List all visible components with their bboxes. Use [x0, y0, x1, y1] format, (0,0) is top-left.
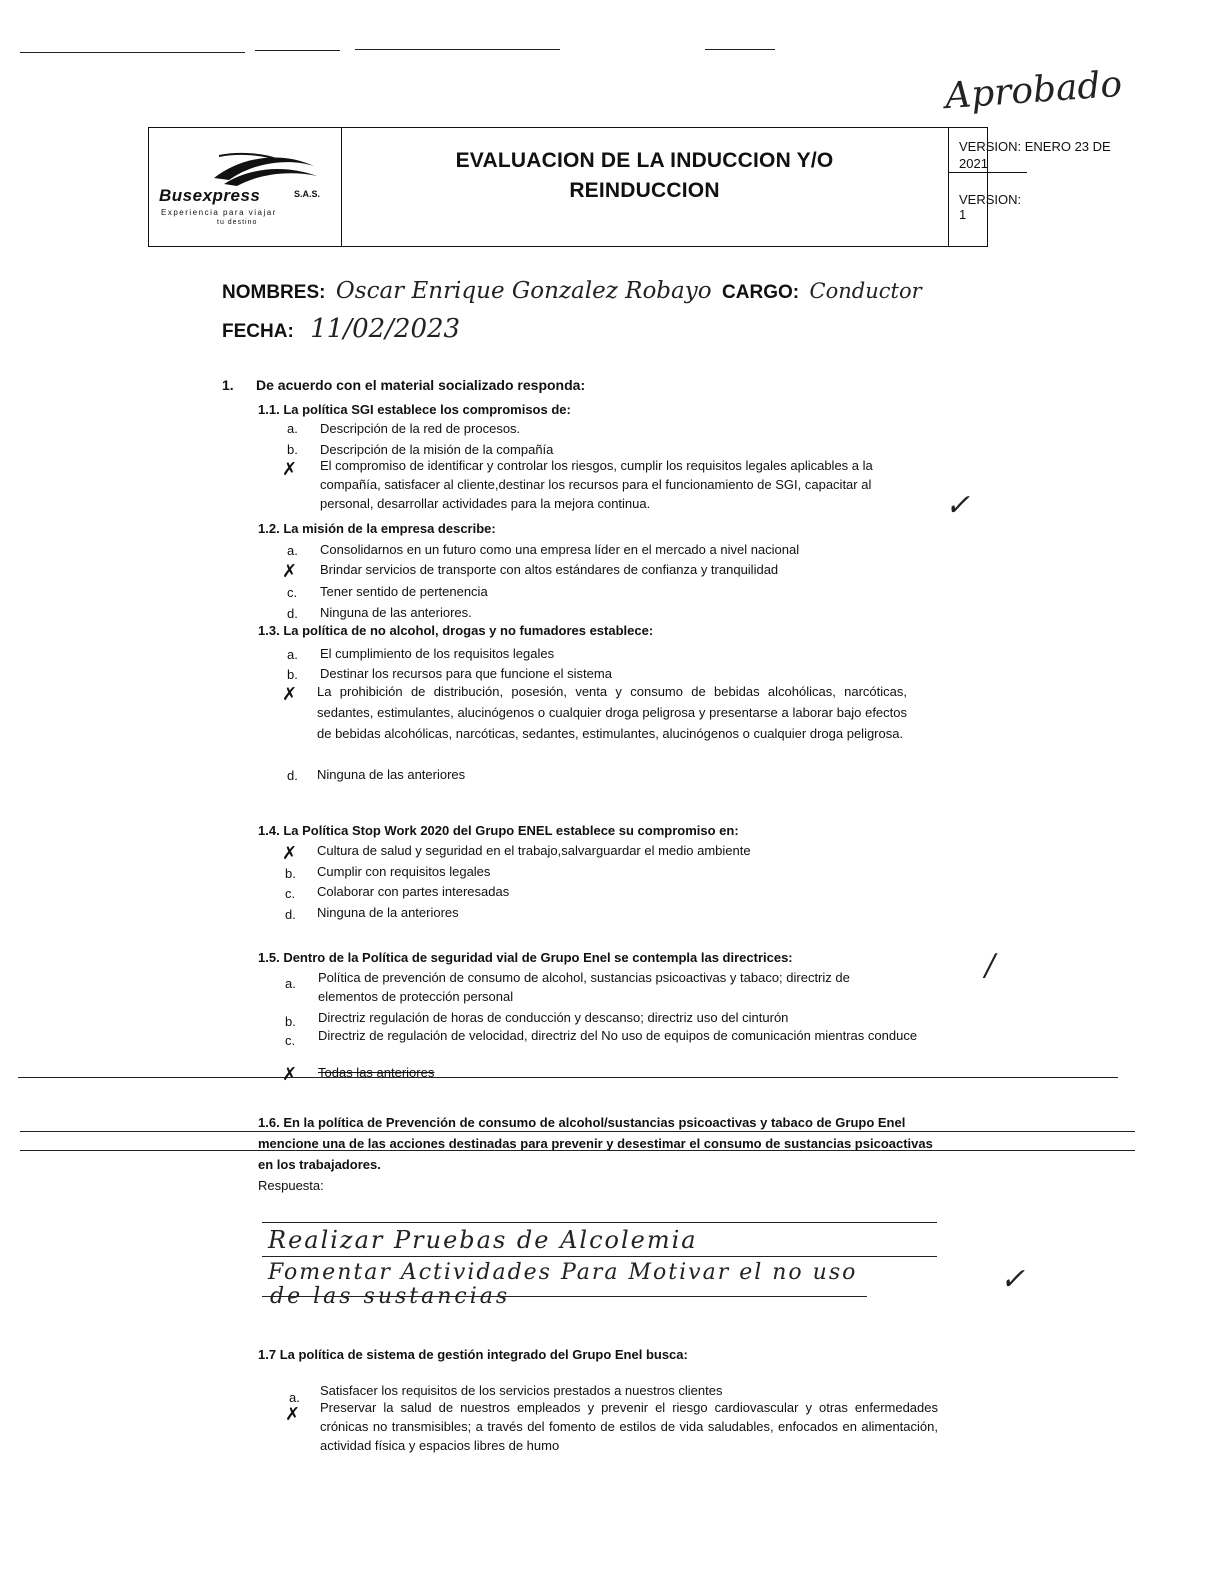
option-text: La prohibición de distribución, posesión, venta y consumo de bebidas alcohólicas, narcóticas, sedantes, estimulantes, alucinógenos o cualquier droga peligrosa y presentarse a laborar bajo efectos de bebidas alcohólicas, narcóticas, sedantes, estimulantes, alucinógenos o cualquier droga peligrosa.: [317, 684, 907, 741]
scan-artifact-line: [355, 49, 560, 50]
option-letter: c.: [285, 886, 296, 901]
handwritten-answer-line: Fomentar Actividades Para Motivar el no uso: [268, 1260, 858, 1285]
option-text: Preservar la salud de nuestros empleados y prevenir el riesgo cardiovascular y otras enfermedades crónicas no transmisibles; a través del fomento de estilos de vida saludables, enfocados en alimentación, actividad física y espacios libres de humo: [320, 1400, 938, 1453]
selected-answer-mark: ✗: [285, 1404, 301, 1425]
title-cell: [341, 128, 949, 246]
section-number: 1.: [222, 377, 234, 393]
selected-answer-mark: ✗: [282, 561, 298, 582]
correct-check-mark: ✓: [1000, 1262, 1026, 1297]
approval-stamp: Aprobado: [943, 63, 1124, 118]
version-divider: [949, 172, 1027, 173]
option-letter: b.: [285, 1014, 296, 1029]
scan-artifact-line: [20, 52, 245, 53]
option-text: Colaborar con partes interesadas: [317, 884, 510, 899]
scan-artifact-line: [255, 50, 340, 51]
option-letter: a.: [285, 976, 296, 991]
answer-line: [262, 1296, 867, 1297]
document-title: EVALUACION DE LA INDUCCION Y/O REINDUCCION: [455, 149, 834, 202]
scan-artifact-line: [18, 1077, 1118, 1078]
question-1-2: 1.2. La misión de la empresa describe:: [258, 521, 496, 536]
option-letter: b.: [287, 667, 298, 682]
option-text: Destinar los recursos para que funcione el sistema: [320, 666, 612, 681]
option-text: Descripción de la red de procesos.: [320, 421, 521, 436]
selected-answer-mark: ✗: [282, 843, 298, 864]
option-letter: c.: [285, 1033, 296, 1048]
question-1-3: 1.3. La política de no alcohol, drogas y no fumadores establece:: [258, 623, 654, 638]
logo-cell: [149, 128, 342, 246]
option-text: Ninguna de la anteriores: [317, 905, 459, 920]
option-text: Consolidarnos en un futuro como una empresa líder en el mercado a nivel nacional: [320, 542, 800, 557]
option-letter: a.: [287, 421, 298, 436]
question-1-5: 1.5. Dentro de la Política de seguridad vial de Grupo Enel se contempla las directrices:: [258, 950, 793, 965]
correct-check-mark: /: [985, 948, 996, 983]
option-text: Cultura de salud y seguridad en el trabajo,salvarguardar el medio ambiente: [317, 843, 751, 858]
question-1-6: 1.6. En la política de Prevención de consumo de alcohol/sustancias psicoactivas y tabaco de Grupo Enel mencione una de las acciones destinadas para prevenir y desestimar el consumo de sustancias psicoactivas en los trabajadores.: [258, 1115, 933, 1172]
answer-label: Respuesta:: [258, 1178, 324, 1193]
option-text: Tener sentido de pertenencia: [320, 584, 488, 599]
handwritten-answer-line: Realizar Pruebas de Alcolemia: [268, 1226, 698, 1254]
option-letter: c.: [287, 585, 298, 600]
selected-answer-mark: ✗: [282, 1064, 298, 1085]
selected-answer-mark: ✗: [282, 684, 298, 705]
option-text: Cumplir con requisitos legales: [317, 864, 491, 879]
scan-artifact-line: [20, 1131, 1135, 1132]
nombres-value: Oscar Enrique Gonzalez Robayo: [335, 278, 712, 304]
option-text: Directriz regulación de horas de conducción y descanso; directriz uso del cinturón: [318, 1010, 789, 1025]
fecha-label: FECHA:: [222, 321, 294, 342]
option-text: El compromiso de identificar y controlar los riesgos, cumplir los requisitos legales aplicables a la compañía, satisfacer al cliente,destinar los recursos para el funcionamiento de SGI, capacitar al personal, desarrollar actividades para la mejora continua.: [320, 458, 873, 511]
option-letter: b.: [287, 442, 298, 457]
cargo-value: Conductor: [809, 279, 922, 303]
option-text: Política de prevención de consumo de alcohol, sustancias psicoactivas y tabaco; directriz de elementos de protección personal: [318, 970, 850, 1004]
logo-tagline: Experiencia para viajar: [161, 208, 277, 217]
option-letter: a.: [287, 543, 298, 558]
company-logo-icon: [209, 148, 319, 188]
option-letter: a.: [287, 647, 298, 662]
option-text: Brindar servicios de transporte con altos estándares de confianza y tranquilidad: [320, 562, 779, 577]
option-letter: a.: [289, 1390, 300, 1405]
version-cell: [949, 128, 1111, 246]
logo-company-name: Busexpress: [159, 186, 261, 205]
option-text: Ninguna de las anteriores.: [320, 605, 472, 620]
logo-tagline-2: tu destino: [217, 219, 258, 226]
scan-artifact-line: [20, 1150, 1135, 1151]
scan-artifact-line: [705, 49, 775, 50]
document-header: [148, 127, 1111, 247]
answer-line: [262, 1222, 937, 1223]
fecha-row: [222, 314, 460, 344]
option-letter: d.: [285, 907, 296, 922]
option-text: Todas las anteriores: [318, 1065, 435, 1080]
option-text: El cumplimiento de los requisitos legales: [320, 646, 555, 661]
question-1-1: 1.1. La política SGI establece los compromisos de:: [258, 402, 571, 417]
nombres-label: NOMBRES:: [222, 282, 326, 303]
option-letter: d.: [287, 606, 298, 621]
option-text: Descripción de la misión de la compañía: [320, 442, 554, 457]
correct-check-mark: ✓: [945, 488, 971, 523]
logo-suffix: S.A.S.: [294, 189, 321, 199]
cargo-label: CARGO:: [722, 282, 800, 303]
option-text: Ninguna de las anteriores: [317, 767, 466, 782]
option-text: Satisfacer los requisitos de los servicios prestados a nuestros clientes: [320, 1383, 723, 1398]
selected-answer-mark: ✗: [282, 459, 298, 480]
section-heading: De acuerdo con el material socializado responda:: [256, 377, 586, 393]
option-letter: b.: [285, 866, 296, 881]
question-1-4: 1.4. La Política Stop Work 2020 del Grupo ENEL establece su compromiso en:: [258, 823, 739, 838]
answer-line: [262, 1256, 937, 1257]
fecha-value: 11/02/2023: [310, 314, 461, 344]
version-number: VERSION: 1: [959, 192, 1022, 222]
option-text: Directriz de regulación de velocidad, directriz del No uso de equipos de comunicación mientras conduce: [318, 1028, 918, 1043]
version-date: VERSION: ENERO 23 DE 2021: [959, 139, 1111, 171]
nombres-row: [222, 278, 922, 304]
option-letter: d.: [287, 768, 298, 783]
handwritten-answer-line: de las sustancias: [270, 1284, 511, 1309]
question-1-7: 1.7 La política de sistema de gestión integrado del Grupo Enel busca:: [258, 1347, 688, 1362]
